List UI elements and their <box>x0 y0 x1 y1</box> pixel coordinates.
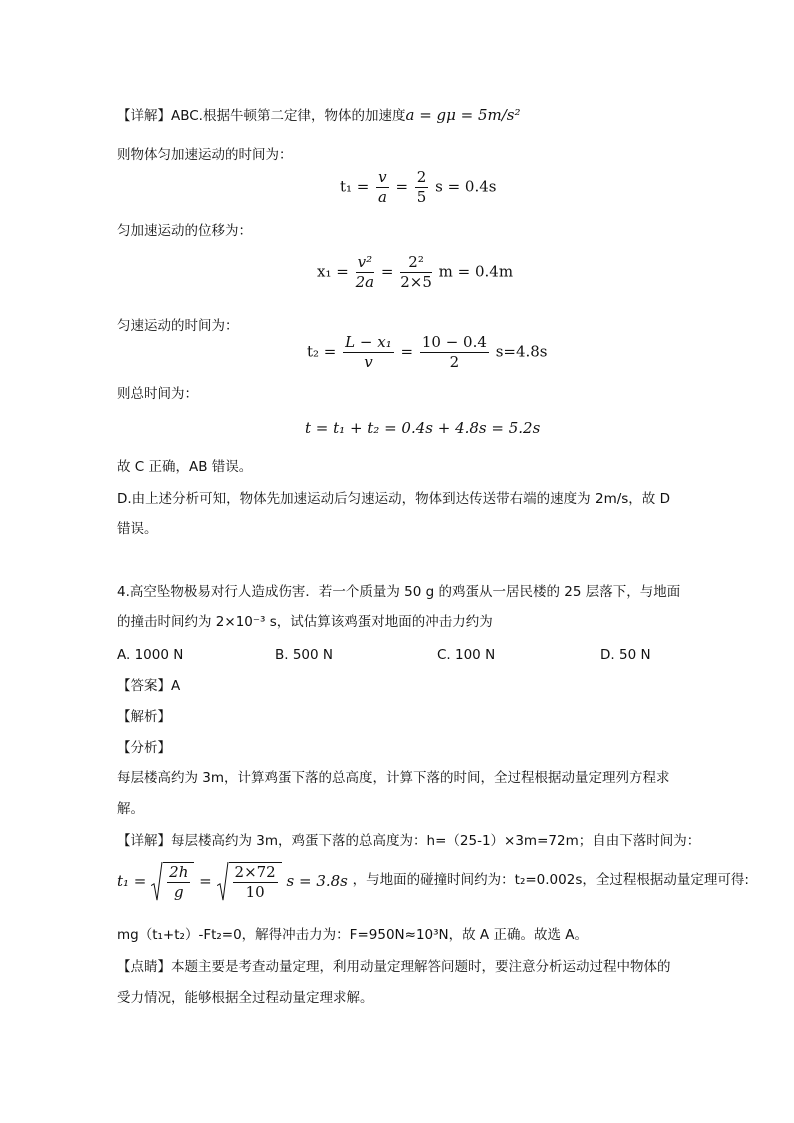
option-a: A. 1000 N <box>117 647 184 663</box>
equation-t1: t₁ = $\frac{v}{a}$ = $\frac{2}{5}$ s = 0.4s <box>340 168 497 206</box>
detail-2-line-1: 【详解】每层楼高约为 3m，鸡蛋下落的总高度为：h=（25-1）×3m=72m；自由下落时间为： <box>117 833 701 849</box>
question-4-line-2: 的撞击时间约为 2×10⁻³ s，试估算该鸡蛋对地面的冲击力约为 <box>117 614 493 630</box>
equation-total-time: t = t₁ + t₂ = 0.4s + 4.8s = 5.2s <box>305 419 541 437</box>
equation-x1: x₁ = $\frac{\text{v²}}{2a}$ = $\frac{\text{2²}}{2\times 5}$ m = 0.4m <box>317 253 514 291</box>
sqrt-icon <box>151 862 163 902</box>
fenxi-label: 【分析】 <box>117 740 171 756</box>
option-d: D. 50 N <box>600 647 651 663</box>
equation-t2: t₂ = $\frac{\text{L − x₁}}{v}$ = $\frac{10 - 0.4}{2}$ s=4.8s <box>307 333 548 371</box>
detail-1-line <box>117 106 521 125</box>
accel-time-label: 则物体匀加速运动的时间为： <box>117 147 293 163</box>
detail-text: ABC.根据牛顿第二定律，物体的加速度 <box>171 108 406 124</box>
sqrt-icon <box>217 862 229 902</box>
dianjing-line-2: 受力情况，能够根据全过程动量定理求解。 <box>117 990 374 1006</box>
option-c: C. 100 N <box>437 647 496 663</box>
detail-2-line-2 <box>117 862 749 912</box>
detail-2-after-equation: ，与地面的碰撞时间约为：t₂=0.002s，全过程根据动量定理可得: <box>352 872 749 888</box>
uniform-time-label: 匀速运动的时间为： <box>117 318 239 334</box>
fenxi-line-2: 解。 <box>117 801 144 817</box>
acceleration-formula: a = gμ = 5m/s² <box>405 106 521 124</box>
conclusion-c: 故 C 正确，AB 错误。 <box>117 459 253 475</box>
option-b: B. 500 N <box>275 647 334 663</box>
equation-fall-time: t₁ = $\frac{2h}{g}$ = $\frac{2\times 72}{10}$ s = 3.8s <box>117 863 348 901</box>
answer: 【答案】A <box>117 678 181 694</box>
detail-label: 【详解】 <box>117 108 171 124</box>
question-4-line-1: 4.高空坠物极易对行人造成伤害．若一个质量为 50 g 的鸡蛋从一居民楼的 25 层落下，与地面 <box>117 584 681 600</box>
dianjing-line-1: 【点睛】本题主要是考查动量定理，利用动量定理解答问题时，要注意分析运动过程中物体的 <box>117 959 671 975</box>
conclusion-d-line-1: D.由上述分析可知，物体先加速运动后匀速运动，物体到达传送带右端的速度为 2m/s，故 D <box>117 491 670 507</box>
total-time-label: 则总时间为： <box>117 386 198 402</box>
detail-2-line-3: mg（t₁+t₂）-Ft₂=0，解得冲击力为：F=950N≈10³N，故 A 正确。故选 A。 <box>117 927 588 943</box>
fenxi-line-1: 每层楼高约为 3m，计算鸡蛋下落的总高度，计算下落的时间，全过程根据动量定理列方程求 <box>117 770 670 786</box>
displacement-label: 匀加速运动的位移为： <box>117 223 252 239</box>
analysis-label: 【解析】 <box>117 709 171 725</box>
conclusion-d-line-2: 错误。 <box>117 521 158 537</box>
